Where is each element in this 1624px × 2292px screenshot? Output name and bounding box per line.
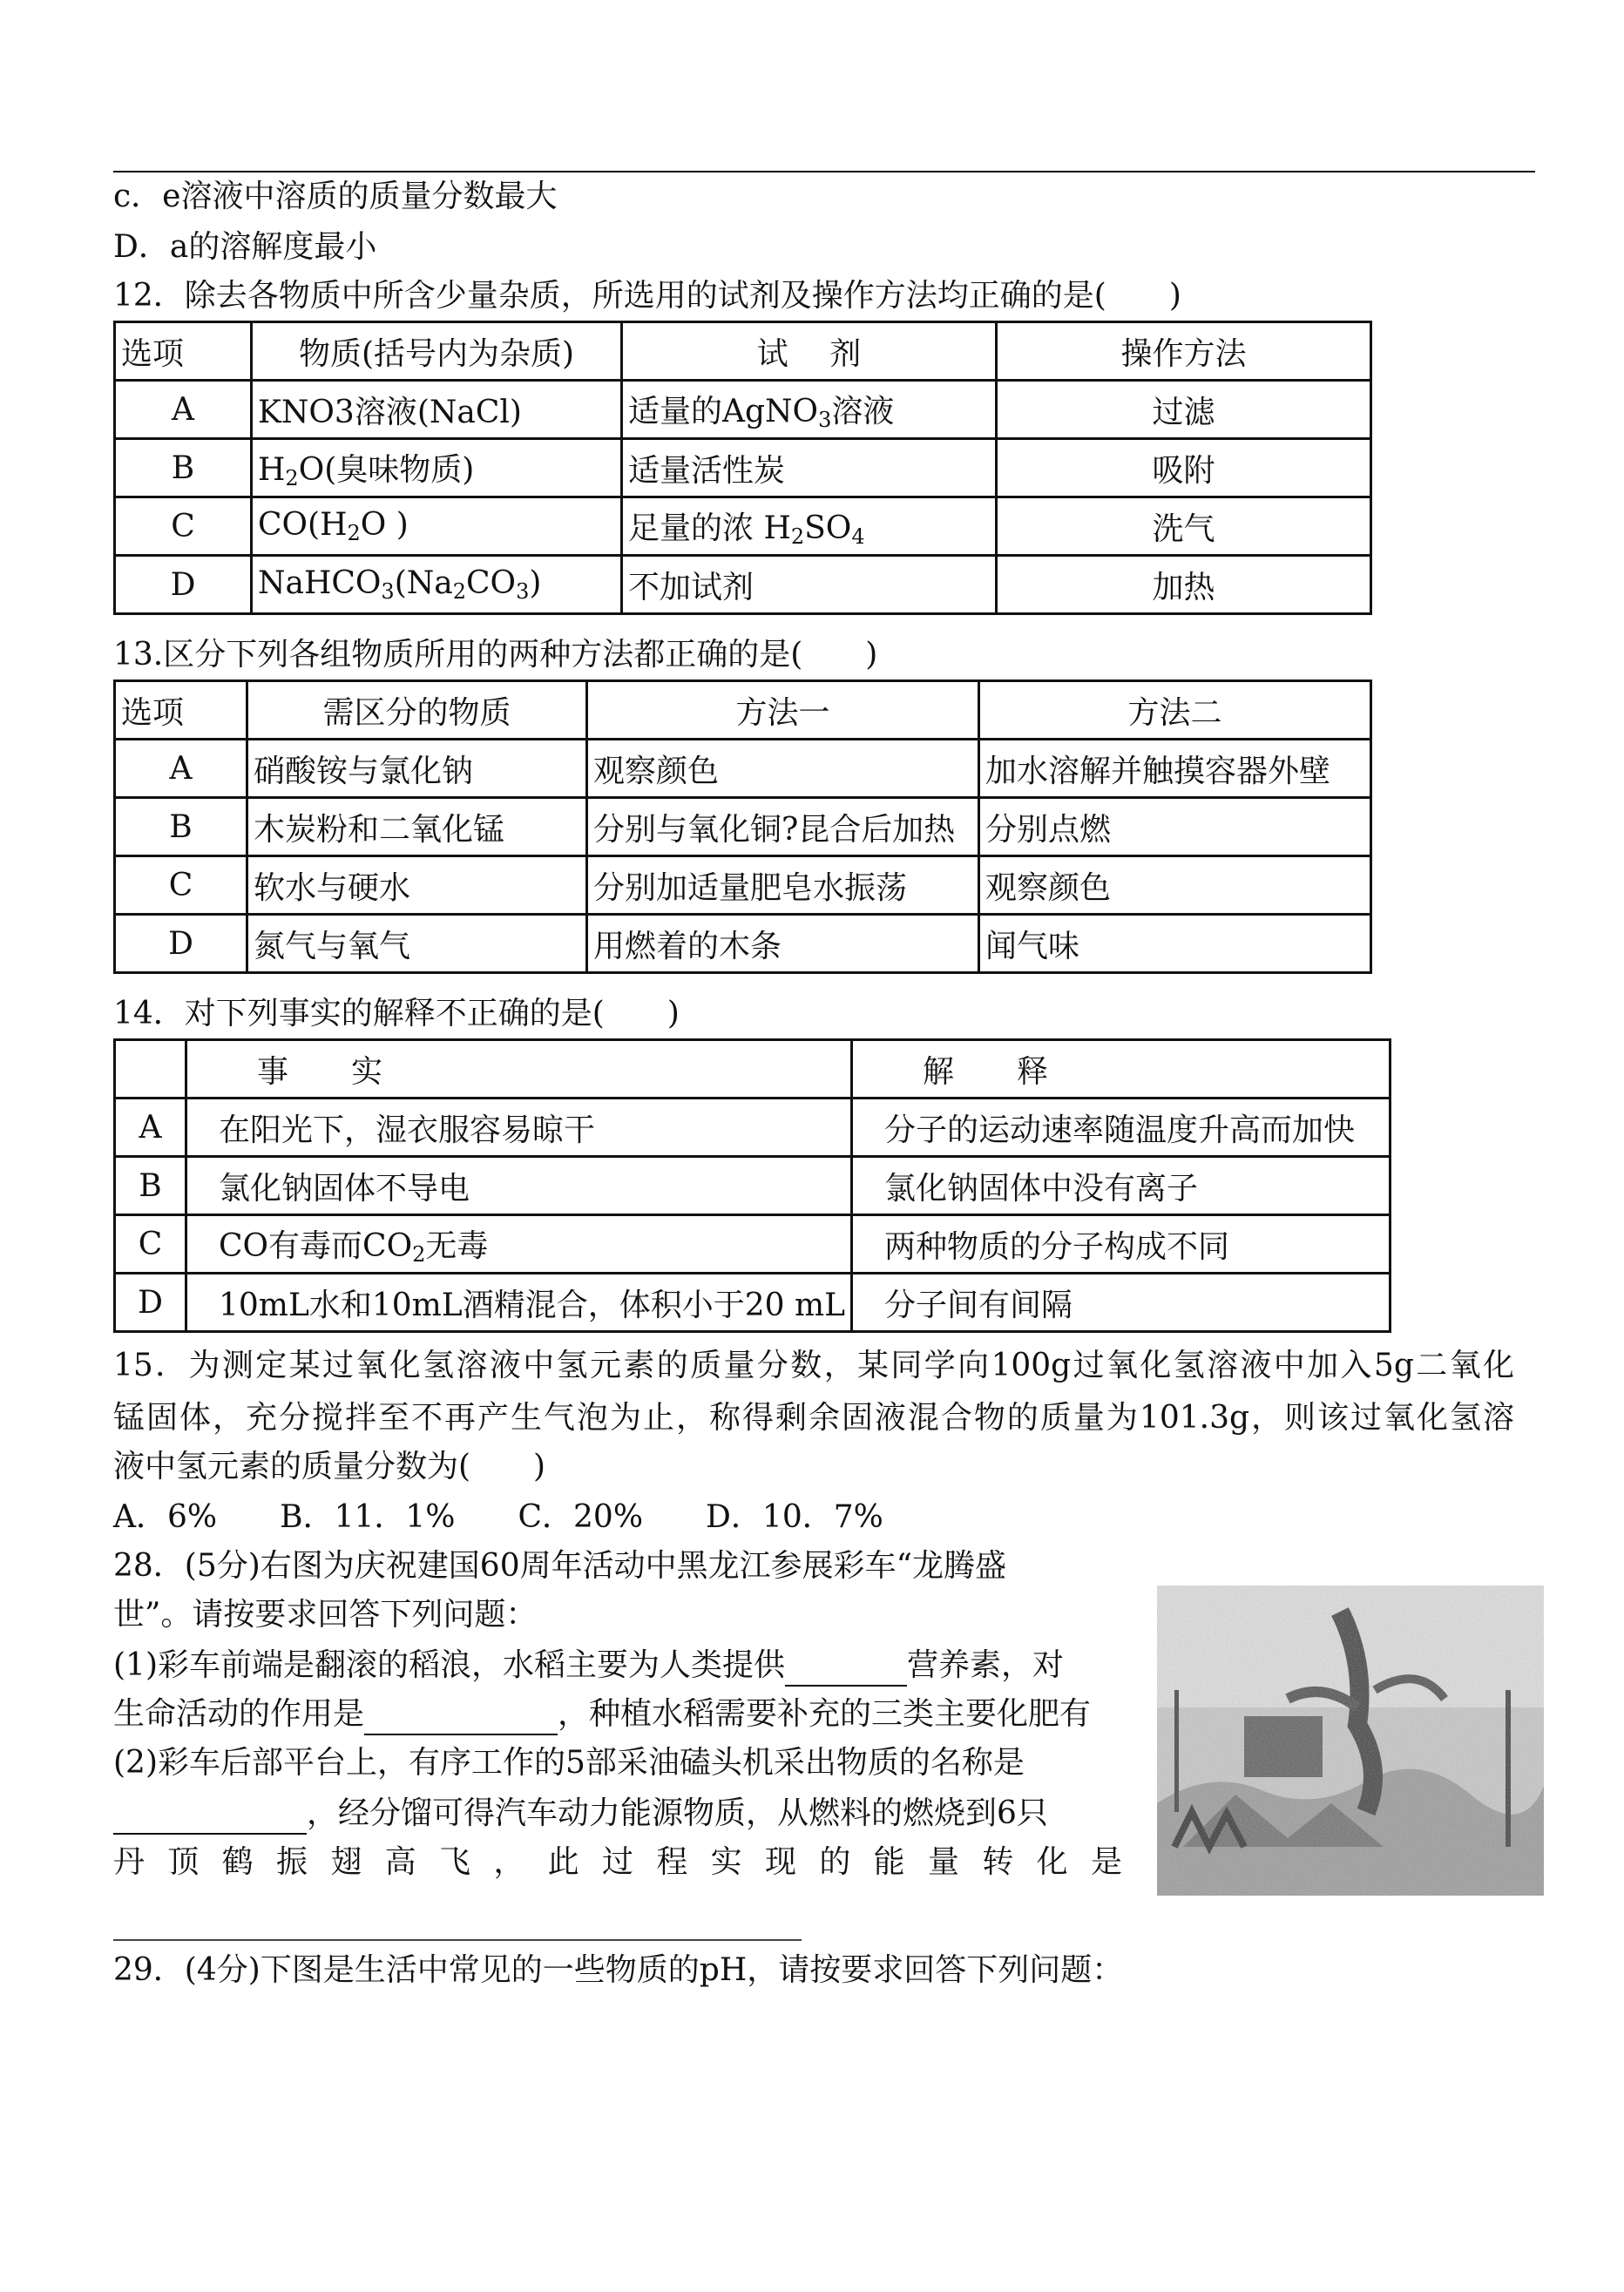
text-run: ，经分馏可得汽车动力能源物质，从燃料的燃烧到6只: [307, 1795, 1048, 1831]
text-run: 无毒: [425, 1228, 489, 1264]
option-cell: C: [115, 497, 252, 556]
explanation-cell: 两种物质的分子构成不同: [852, 1215, 1391, 1274]
method1-cell: 观察颜色: [587, 740, 979, 798]
text-run: 适量的AgNO: [628, 394, 819, 429]
option-cell: B: [115, 798, 247, 856]
method-cell: 吸附: [997, 439, 1371, 497]
subscript: 2: [452, 579, 466, 604]
text-run: 营养素，对: [907, 1647, 1065, 1683]
method2-cell: 观察颜色: [979, 856, 1371, 915]
subscript: 3: [516, 579, 530, 604]
q15-line-3: 液中氢元素的质量分数为( ): [113, 1449, 546, 1484]
q28-line-5: (2)彩车后部平台上，有序工作的5部采油磕头机采出物质的名称是: [113, 1745, 1025, 1781]
header-cell: 选项: [115, 681, 247, 740]
method2-cell: 闻气味: [979, 915, 1371, 973]
table-row: [115, 439, 1371, 497]
explanation-cell: 氯化钠固体中没有离子: [852, 1157, 1391, 1215]
method1-cell: 用燃着的木条: [587, 915, 979, 973]
q13-table: [113, 679, 1372, 974]
answer-blank[interactable]: [113, 1800, 307, 1835]
q14-question: 14．对下列事实的解释不正确的是( ): [113, 996, 680, 1031]
q28-line-4: [113, 1694, 1091, 1735]
table-header-row: [115, 1040, 1391, 1099]
q15-line-2: 锰固体，充分搅拌至不再产生气泡为止，称得剩余固液混合物的质量为101.3g，则该过氧化氢溶: [113, 1400, 1514, 1436]
q28-line-6: [113, 1793, 1048, 1835]
option-d-line: D．a的溶解度最小: [113, 229, 377, 265]
fact-cell: 氯化钠固体不导电: [186, 1157, 852, 1215]
fact-cell: 10mL水和10mL酒精混合，体积小于20 mL: [186, 1274, 852, 1332]
text-run: CO(H: [258, 507, 348, 543]
option-cell: D: [115, 556, 252, 614]
table-header-row: [115, 681, 1371, 740]
text-run: O ): [360, 507, 409, 543]
table-row: [115, 798, 1371, 856]
method2-cell: 分别点燃: [979, 798, 1371, 856]
text-run: (1)彩车前端是翻滚的稻浪，水稻主要为人类提供: [113, 1647, 785, 1683]
table-row: [115, 856, 1371, 915]
method-cell: 洗气: [997, 497, 1371, 556]
explanation-cell: 分子间有间隔: [852, 1274, 1391, 1332]
answer-line[interactable]: [113, 1939, 802, 1941]
reagent-cell: [622, 381, 997, 439]
q29-line-1: 29．(4分)下图是生活中常见的一些物质的pH，请按要求回答下列问题：: [113, 1952, 1124, 1988]
table-row: [115, 1099, 1391, 1157]
text-run: 生命活动的作用是: [113, 1696, 365, 1732]
header-cell: [115, 1040, 186, 1099]
table-row: [115, 915, 1371, 973]
q15-options: A．6% B．11．1% C．20% D．10．7%: [113, 1499, 883, 1535]
answer-blank[interactable]: [785, 1652, 907, 1687]
substance-cell: KNO3溶液(NaCl): [252, 381, 622, 439]
method-cell: 加热: [997, 556, 1371, 614]
subscript: 4: [851, 524, 865, 549]
text-run: O(臭味物质): [298, 452, 475, 488]
q28-line-2: 世”。请按要求回答下列问题：: [113, 1597, 538, 1633]
text-run: CO有毒而CO: [219, 1228, 413, 1264]
subscript: 2: [790, 524, 805, 549]
option-cell: A: [115, 740, 247, 798]
table-row: [115, 1157, 1391, 1215]
substance-cell: 氮气与氧气: [247, 915, 587, 973]
reagent-cell: 适量活性炭: [622, 439, 997, 497]
substance-cell: 木炭粉和二氧化锰: [247, 798, 587, 856]
explanation-cell: 分子的运动速率随温度升高而加快: [852, 1099, 1391, 1157]
parade-float-photo: [1157, 1585, 1544, 1896]
text-run: 溶液: [831, 394, 895, 429]
subscript: 2: [412, 1242, 426, 1267]
text-run: NaHCO: [258, 565, 382, 601]
text-run: H: [258, 452, 286, 488]
reagent-cell: 不加试剂: [622, 556, 997, 614]
top-rule: [113, 171, 1535, 172]
header-cell: 解 释: [852, 1040, 1391, 1099]
table-row: [115, 381, 1371, 439]
header-cell: 物质(括号内为杂质): [252, 322, 622, 381]
q28-line-3: [113, 1645, 1064, 1687]
subscript: 3: [818, 408, 832, 432]
option-c-line: c．e溶液中溶质的质量分数最大: [113, 179, 558, 214]
header-cell: 试 剂: [622, 322, 997, 381]
substance-cell: 硝酸铵与氯化钠: [247, 740, 587, 798]
option-cell: A: [115, 1099, 186, 1157]
substance-cell: 软水与硬水: [247, 856, 587, 915]
text-run: (Na: [394, 565, 453, 601]
q13-question: 13.区分下列各组物质所用的两种方法都正确的是( ): [113, 637, 878, 673]
header-cell: 需区分的物质: [247, 681, 587, 740]
subscript: 2: [285, 466, 299, 490]
fact-cell: 在阳光下，湿衣服容易晾干: [186, 1099, 852, 1157]
method-cell: 过滤: [997, 381, 1371, 439]
method1-cell: 分别与氧化铜?昆合后加热: [587, 798, 979, 856]
text-run: ，种植水稻需要补充的三类主要化肥有: [558, 1696, 1092, 1732]
table-row: [115, 497, 1371, 556]
header-cell: 事 实: [186, 1040, 852, 1099]
header-cell: 方法一: [587, 681, 979, 740]
header-cell: 选项: [115, 322, 252, 381]
header-cell: 操作方法: [997, 322, 1371, 381]
reagent-cell: [622, 497, 997, 556]
method2-cell: 加水溶解并触摸容器外壁: [979, 740, 1371, 798]
option-cell: D: [115, 915, 247, 973]
table-row: [115, 740, 1371, 798]
option-cell: C: [115, 856, 247, 915]
q28-line-1: 28．(5分)右图为庆祝建国60周年活动中黑龙江参展彩车“龙腾盛: [113, 1548, 1007, 1584]
text-run: SO: [804, 510, 852, 546]
text-run: ): [529, 565, 542, 601]
text-run: CO: [466, 565, 517, 601]
header-cell: 方法二: [979, 681, 1371, 740]
subscript: 3: [381, 579, 395, 604]
method1-cell: 分别加适量肥皂水振荡: [587, 856, 979, 915]
q12-question: 12．除去各物质中所含少量杂质，所选用的试剂及操作方法均正确的是( ): [113, 278, 1181, 314]
answer-blank[interactable]: [364, 1700, 558, 1735]
substance-cell: [252, 439, 622, 497]
substance-cell: [252, 497, 622, 556]
table-row: [115, 556, 1371, 614]
q14-table: [113, 1038, 1391, 1333]
q15-line-1: 15．为测定某过氧化氢溶液中氢元素的质量分数，某同学向100g过氧化氢溶液中加入5g二氧化: [113, 1348, 1514, 1383]
table-header-row: [115, 322, 1371, 381]
option-cell: C: [115, 1215, 186, 1274]
option-cell: B: [115, 1157, 186, 1215]
fact-cell: [186, 1215, 852, 1274]
option-cell: B: [115, 439, 252, 497]
substance-cell: [252, 556, 622, 614]
table-row: [115, 1215, 1391, 1274]
q28-line-7: 丹 顶 鹤 振 翅 高 飞 ， 此 过 程 实 现 的 能 量 转 化 是: [113, 1844, 1122, 1880]
subscript: 2: [347, 521, 361, 545]
text-run: 足量的浓 H: [628, 510, 791, 546]
q12-table: [113, 321, 1372, 615]
option-cell: A: [115, 381, 252, 439]
table-row: [115, 1274, 1391, 1332]
option-cell: D: [115, 1274, 186, 1332]
